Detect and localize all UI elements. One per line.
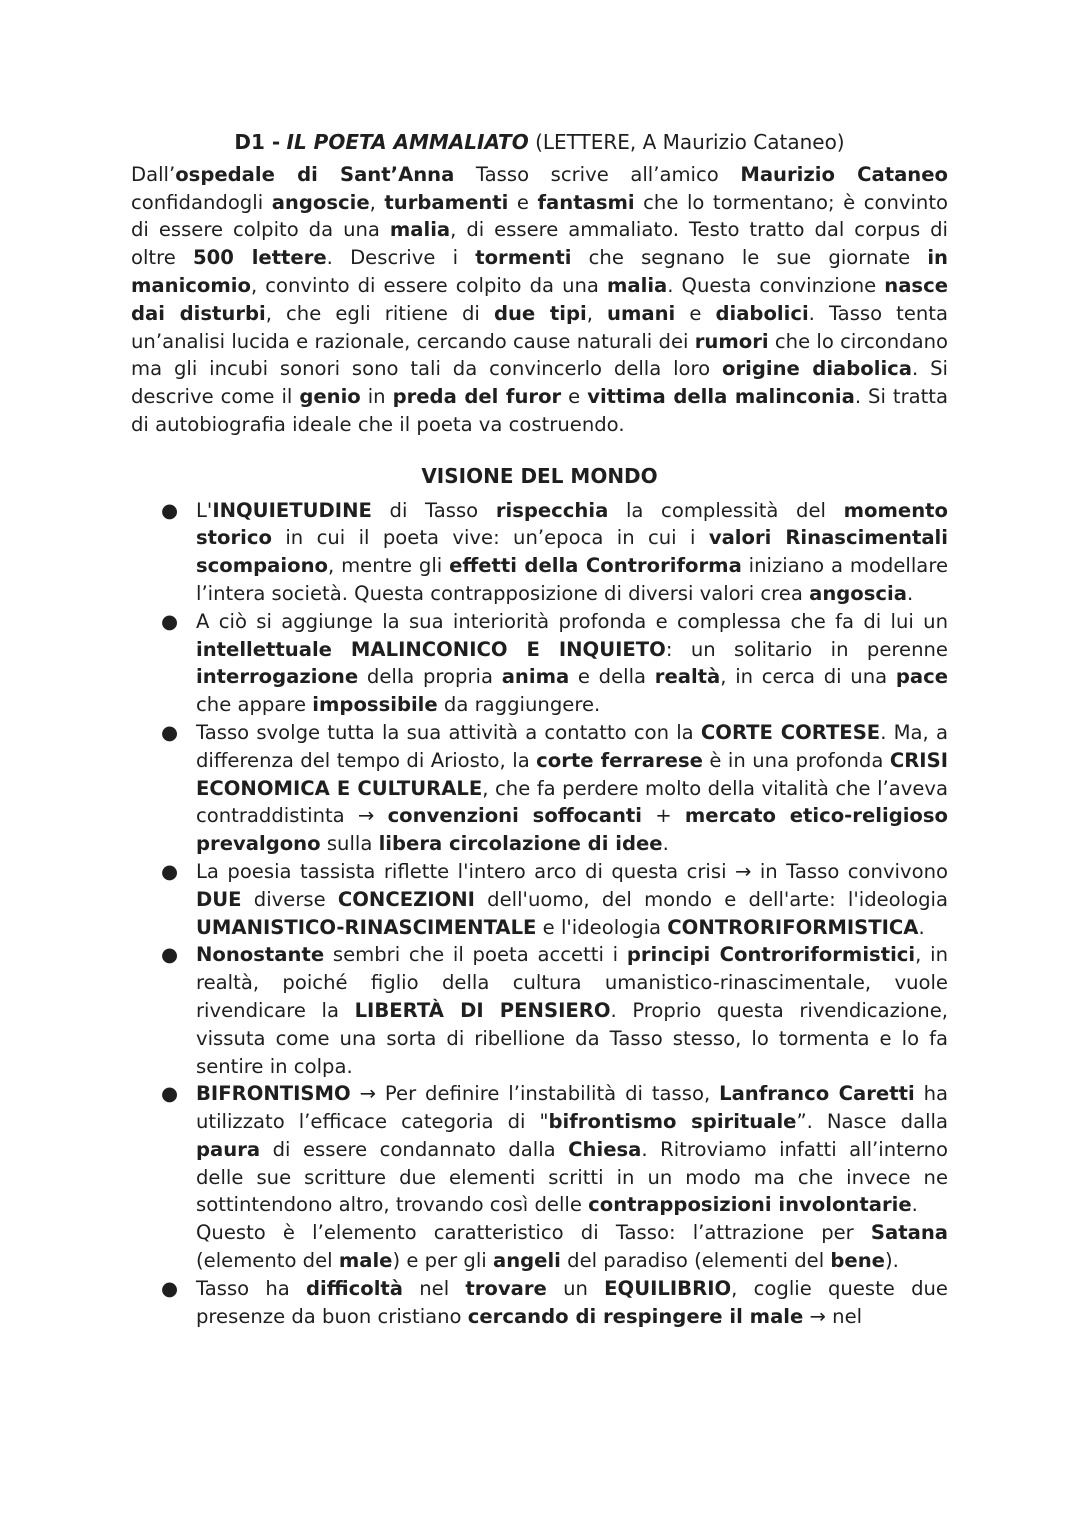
bold-text: rispecchia xyxy=(495,498,609,522)
text: Tasso scrive all’amico xyxy=(454,162,741,186)
bold-text: DUE xyxy=(196,887,242,911)
bullet-text xyxy=(196,1277,948,1328)
bullet-item xyxy=(131,858,948,941)
text: . xyxy=(911,1193,918,1217)
text: che appare xyxy=(196,693,313,717)
bullet-text xyxy=(196,943,948,1077)
title-main: IL POETA AMMALIATO xyxy=(286,130,529,154)
bold-text: bene xyxy=(830,1249,885,1273)
bold-text: turbamenti xyxy=(384,190,509,214)
bold-text: impossibile xyxy=(312,693,438,717)
bold-text: trovare xyxy=(465,1276,547,1300)
text: che segnano le sue giornate xyxy=(571,246,928,270)
bold-text: pace xyxy=(895,665,948,689)
text: e xyxy=(675,301,716,325)
bold-text: genio xyxy=(299,385,361,409)
text: nel xyxy=(403,1276,466,1300)
text: . Ma, a differenza del tempo di Ariosto, la xyxy=(196,720,948,772)
bold-text: diabolici xyxy=(715,301,809,325)
bullet-item xyxy=(131,941,948,1080)
bold-text: CORTE CORTESE xyxy=(700,720,881,744)
text: , che egli ritiene di xyxy=(265,301,494,325)
document-title xyxy=(131,129,948,157)
bold-text: effetti della Controriforma xyxy=(449,554,742,578)
text: . Si tratta di autobiografia ideale che il poeta va costruendo. xyxy=(131,385,948,436)
text: , in realtà, poiché figlio della cultura umanistico-rinascimentale, vuole rivendicare la xyxy=(196,943,948,1022)
bold-text: vittima della malinconia xyxy=(587,385,855,409)
title-source: (LETTERE, A Maurizio Cataneo) xyxy=(535,130,845,154)
bold-text: difficoltà xyxy=(306,1276,404,1300)
bold-text: contrapposizioni involontarie xyxy=(588,1193,912,1217)
bold-text: umani xyxy=(607,301,676,325)
bold-text: bifrontismo spirituale xyxy=(548,1110,797,1134)
bold-text: libera circolazione di idee xyxy=(378,832,663,856)
bold-text: preda del furor xyxy=(392,385,562,409)
bold-text: nasce dai disturbi xyxy=(131,273,948,325)
bold-text: angoscie xyxy=(271,190,370,214)
text: ) e per gli xyxy=(392,1249,493,1273)
text: del paradiso (elementi del xyxy=(560,1249,831,1273)
text: . Si descrive come il xyxy=(131,357,948,409)
bold-text: principi Controriformistici xyxy=(626,943,916,967)
text: che lo circondano ma gli incubi sonori sono tali da convincerlo della loro xyxy=(131,329,948,381)
text: e xyxy=(561,385,588,409)
bullet-item xyxy=(131,719,948,858)
text: , convinto di essere colpito da una xyxy=(250,273,607,297)
text: + xyxy=(642,804,685,828)
bold-text: angeli xyxy=(492,1249,561,1273)
bold-text: Lanfranco Caretti xyxy=(719,1082,915,1106)
bullet-text xyxy=(196,610,948,716)
bold-text: Nonostante xyxy=(196,943,325,967)
text: la complessità del xyxy=(608,498,844,522)
bold-text: convenzioni soffocanti xyxy=(387,804,642,828)
bold-text: anima xyxy=(501,665,570,689)
text: ”. Nasce dalla xyxy=(796,1110,948,1134)
bullet-text xyxy=(196,721,948,855)
bold-text: angoscia xyxy=(809,581,907,605)
bullet-item xyxy=(131,1275,948,1331)
bullet-dot-icon: ● xyxy=(161,943,179,967)
bold-text: ospedale di Sant’Anna xyxy=(175,162,455,186)
text: confidandogli xyxy=(131,190,272,214)
bold-text: rumori xyxy=(694,329,769,353)
text: e l'ideologia xyxy=(536,915,668,939)
text: La poesia tassista riflette l'intero arco di questa crisi → in Tasso convivono xyxy=(196,859,948,883)
text: . Tasso tenta un’analisi lucida e razionale, cercando cause naturali dei xyxy=(131,301,949,353)
bold-text: male xyxy=(338,1249,393,1273)
bold-text: CRISI ECONOMICA E CULTURALE xyxy=(196,748,948,800)
text: dell'uomo, del mondo e dell'arte: l'ideologia xyxy=(474,887,948,911)
bold-text: Satana xyxy=(870,1221,948,1245)
document-page xyxy=(131,129,948,1330)
bullet-dot-icon: ● xyxy=(161,609,179,633)
bold-text: realtà xyxy=(654,665,721,689)
text: , coglie queste due presenze da buon cristiano xyxy=(196,1276,948,1328)
bold-text: CONCEZIONI xyxy=(337,887,475,911)
bold-text: cercando di respingere il male xyxy=(467,1304,804,1328)
bold-text: interrogazione xyxy=(196,665,359,689)
text: → Per definire l’instabilità di tasso, xyxy=(350,1082,720,1106)
text: ha utilizzato l’efficace categoria di " xyxy=(196,1082,948,1134)
bold-text: BIFRONTISMO xyxy=(196,1082,351,1106)
text: diverse xyxy=(241,887,338,911)
title-code: D1 - xyxy=(234,130,281,154)
text: : un solitario in perenne xyxy=(665,637,948,661)
text: , di essere ammaliato. Testo tratto dal corpus di oltre xyxy=(131,218,948,270)
bold-text: origine diabolica xyxy=(722,357,913,381)
text: . Proprio questa rivendicazione, vissuta come una sorta di ribellione da Tasso stesso, lo tormenta e lo fa sentire in colpa. xyxy=(196,998,948,1078)
bold-text: tormenti xyxy=(475,246,572,270)
text: che lo tormentano; è convinto di essere colpito da una xyxy=(131,190,948,242)
text: iniziano a modellare l’intera società. Questa contrapposizione di diversi valori crea xyxy=(196,554,948,605)
text: , mentre gli xyxy=(328,554,450,578)
text: , xyxy=(586,301,607,325)
text: Tasso ha xyxy=(196,1276,307,1300)
text: Questo è l’elemento caratteristico di Tasso: l’attrazione per xyxy=(196,1221,871,1245)
text: sembri che il poeta accetti i xyxy=(324,943,627,967)
text: . Questa convinzione xyxy=(667,273,885,297)
bullet-list xyxy=(131,497,948,1331)
bold-text: LIBERTÀ DI PENSIERO xyxy=(354,998,611,1022)
bullet-dot-icon: ● xyxy=(161,720,179,744)
bold-text: mercato etico-religioso prevalgono xyxy=(196,804,949,856)
text: . Descrive i xyxy=(326,246,476,270)
bold-text: Maurizio Cataneo xyxy=(740,162,949,186)
bullet-text xyxy=(196,860,948,939)
text: sulla xyxy=(320,832,379,856)
text: , xyxy=(369,190,385,214)
bold-text: paura xyxy=(196,1137,261,1161)
bold-text: valori Rinascimentali scompaiono xyxy=(196,526,948,578)
bullet-text xyxy=(196,1082,948,1272)
text: un xyxy=(546,1276,605,1300)
bullet-dot-icon: ● xyxy=(161,859,179,883)
text: di Tasso xyxy=(371,498,496,522)
text: da raggiungere. xyxy=(437,693,601,717)
bold-text: due tipi xyxy=(493,301,587,325)
bold-text: intellettuale MALINCONICO E INQUIETO xyxy=(196,637,666,661)
bullet-item xyxy=(131,608,948,719)
text: , che fa perdere molto della vitalità che l’aveva contraddistinta → xyxy=(196,776,949,828)
bold-text: corte ferrarese xyxy=(536,748,703,772)
bullet-item xyxy=(131,497,948,608)
bold-text: EQUILIBRIO xyxy=(604,1276,732,1300)
bold-text: 500 lettere xyxy=(193,246,327,270)
text: . xyxy=(906,581,914,605)
bold-text: CONTRORIFORMISTICA xyxy=(667,915,919,939)
section-title: VISIONE DEL MONDO xyxy=(421,463,658,488)
bold-text: fantasmi xyxy=(537,190,635,214)
bold-text: malia xyxy=(606,273,668,297)
text: e xyxy=(508,190,538,214)
bold-text: momento storico xyxy=(196,498,948,550)
bold-text: in manicomio xyxy=(131,246,948,297)
text: in cui il poeta vive: un’epoca in cui i xyxy=(271,526,709,550)
text: della propria xyxy=(358,665,502,689)
text: . Ritroviamo infatti all’interno delle sue scritture due elementi scritti in un modo ma che invece ne sottintendono altro, trovando così delle xyxy=(196,1137,948,1217)
text: di essere condannato dalla xyxy=(260,1137,569,1161)
text: è in una profonda xyxy=(702,748,890,772)
bullet-dot-icon: ● xyxy=(161,1276,179,1300)
text: ). xyxy=(884,1249,899,1273)
text: → nel xyxy=(803,1304,863,1328)
bold-text: UMANISTICO-RINASCIMENTALE xyxy=(196,915,537,939)
bold-text: Chiesa xyxy=(568,1137,642,1161)
bullet-text xyxy=(196,499,948,605)
text: , in cerca di una xyxy=(720,665,896,689)
text: e della xyxy=(569,665,655,689)
text: in xyxy=(360,385,393,409)
intro-paragraph xyxy=(131,161,948,439)
bullet-dot-icon: ● xyxy=(161,498,179,522)
text: Dall’ xyxy=(131,162,176,186)
bullet-dot-icon: ● xyxy=(161,1082,179,1106)
text: Tasso svolge tutta la sua attività a contatto con la xyxy=(196,720,701,744)
bold-text: INQUIETUDINE xyxy=(212,498,372,522)
bullet-item xyxy=(131,1080,948,1275)
text: A ciò si aggiunge la sua interiorità profonda e complessa che fa di lui un xyxy=(196,609,948,633)
text: L' xyxy=(196,498,213,522)
text: . xyxy=(918,915,925,939)
text: . xyxy=(662,832,669,856)
bold-text: malia xyxy=(389,218,451,242)
text: (elemento del xyxy=(196,1249,339,1273)
